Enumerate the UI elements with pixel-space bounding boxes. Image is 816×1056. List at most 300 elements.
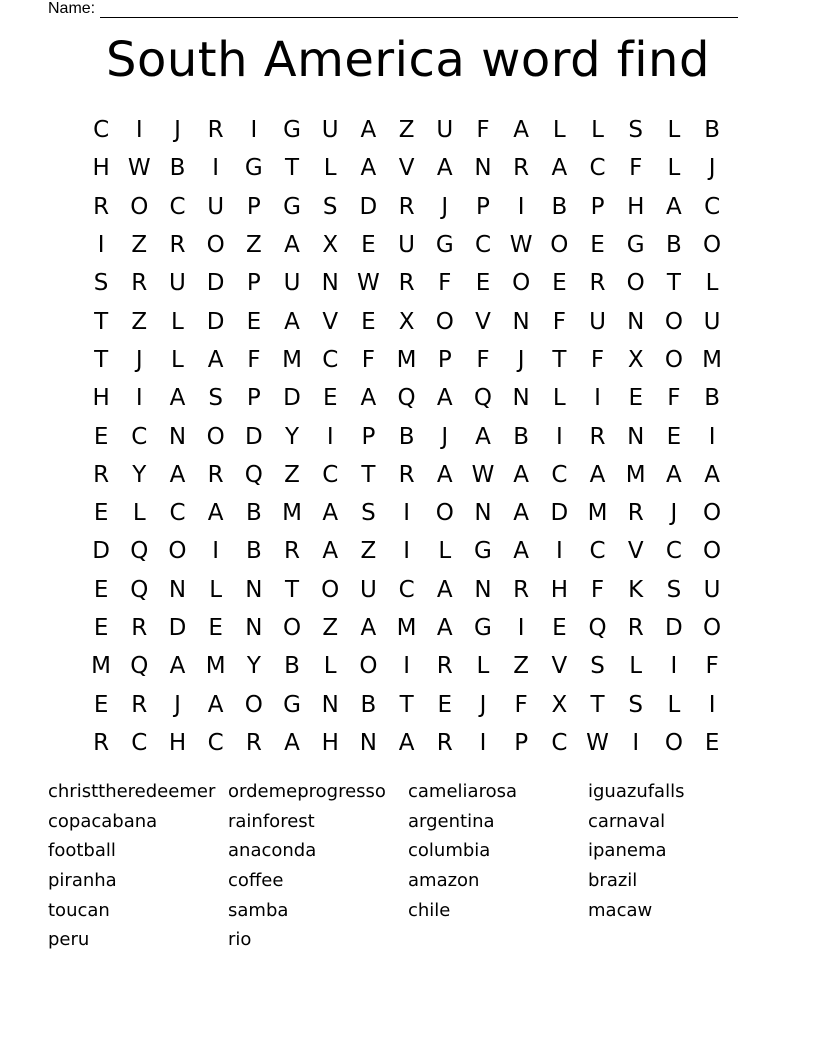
grid-cell[interactable]: O: [626, 270, 645, 297]
grid-cell[interactable]: E: [628, 385, 643, 412]
grid-cell[interactable]: R: [398, 461, 415, 488]
grid-cell[interactable]: A: [284, 232, 300, 259]
grid-cell[interactable]: S: [93, 270, 109, 297]
grid-cell[interactable]: V: [475, 308, 491, 335]
grid-cell[interactable]: A: [360, 615, 377, 641]
grid-cell[interactable]: A: [666, 193, 682, 220]
grid-cell[interactable]: K: [628, 576, 644, 603]
grid-cell[interactable]: S: [361, 500, 376, 527]
grid-cell[interactable]: O: [435, 500, 454, 527]
grid-cell[interactable]: G: [435, 232, 454, 259]
grid-cell[interactable]: F: [667, 385, 681, 412]
grid-cell[interactable]: L: [171, 346, 184, 373]
grid-cell[interactable]: D: [92, 538, 110, 565]
grid-cell[interactable]: F: [552, 308, 566, 335]
grid-cell[interactable]: N: [321, 691, 339, 718]
grid-cell[interactable]: L: [209, 576, 223, 603]
grid-cell[interactable]: L: [132, 500, 146, 527]
grid-cell[interactable]: F: [438, 270, 452, 297]
grid-cell[interactable]: R: [398, 193, 415, 220]
word-list-item: iguazufalls: [588, 781, 685, 802]
grid-cell[interactable]: I: [212, 155, 220, 182]
grid-cell[interactable]: W: [357, 270, 380, 297]
grid-cell[interactable]: F: [590, 346, 605, 373]
grid-cell[interactable]: C: [551, 461, 568, 488]
grid-cell[interactable]: X: [398, 308, 415, 335]
grid-cell[interactable]: N: [245, 576, 263, 603]
grid-cell[interactable]: O: [664, 729, 683, 756]
grid-cell[interactable]: I: [555, 423, 563, 450]
grid-cell[interactable]: T: [552, 346, 567, 373]
grid-cell[interactable]: M: [587, 500, 608, 527]
grid-cell[interactable]: C: [589, 155, 606, 182]
grid-cell[interactable]: I: [250, 117, 258, 144]
grid-cell[interactable]: D: [359, 193, 378, 220]
grid-cell[interactable]: L: [552, 385, 566, 412]
grid-cell[interactable]: A: [169, 385, 186, 412]
grid-cell[interactable]: J: [174, 117, 181, 144]
grid-cell[interactable]: C: [589, 538, 606, 565]
grid-cell[interactable]: C: [474, 232, 491, 259]
grid-cell[interactable]: L: [438, 538, 452, 565]
grid-cell[interactable]: L: [171, 308, 184, 335]
grid-cell[interactable]: T: [399, 691, 414, 718]
grid-cell[interactable]: F: [476, 117, 490, 144]
grid-cell[interactable]: N: [512, 385, 530, 412]
grid-cell[interactable]: T: [361, 461, 376, 488]
grid-cell[interactable]: A: [513, 538, 530, 565]
grid-cell[interactable]: X: [551, 691, 568, 718]
grid-cell[interactable]: G: [474, 538, 492, 565]
grid-cell[interactable]: B: [704, 385, 720, 412]
grid-cell[interactable]: I: [708, 423, 716, 450]
word-list-item: rainforest: [228, 810, 315, 832]
grid-cell[interactable]: R: [207, 117, 224, 144]
grid-cell[interactable]: U: [703, 576, 721, 603]
grid-cell[interactable]: G: [283, 117, 301, 144]
grid-cell[interactable]: L: [667, 117, 681, 144]
grid-cell[interactable]: T: [285, 155, 300, 182]
grid-cell[interactable]: Z: [322, 615, 339, 641]
grid-cell[interactable]: P: [246, 270, 261, 297]
grid-cell[interactable]: A: [398, 729, 415, 756]
grid-cell[interactable]: Q: [397, 385, 416, 412]
grid-cell[interactable]: W: [471, 461, 495, 488]
grid-cell[interactable]: N: [474, 155, 492, 182]
grid-cell[interactable]: Q: [473, 385, 493, 412]
grid-cell[interactable]: F: [476, 346, 490, 373]
grid-cell[interactable]: Z: [131, 232, 148, 259]
grid-cell[interactable]: O: [282, 615, 302, 641]
grid-cell[interactable]: A: [666, 461, 682, 488]
letter-grid: [82, 111, 731, 762]
grid-cell[interactable]: Q: [130, 538, 149, 565]
grid-cell[interactable]: F: [705, 653, 719, 680]
grid-cell[interactable]: H: [550, 576, 568, 603]
grid-cell[interactable]: N: [512, 308, 530, 335]
grid-cell[interactable]: H: [168, 729, 187, 756]
grid-cell[interactable]: L: [323, 155, 337, 182]
grid-cell[interactable]: Y: [246, 653, 261, 680]
grid-cell[interactable]: J: [174, 691, 181, 718]
grid-cell[interactable]: D: [206, 270, 225, 297]
grid-cell[interactable]: C: [322, 461, 339, 488]
grid-cell[interactable]: I: [479, 729, 487, 756]
grid-cell[interactable]: U: [703, 308, 721, 335]
grid-cell[interactable]: E: [437, 691, 453, 718]
grid-cell[interactable]: S: [322, 193, 338, 220]
grid-cell[interactable]: U: [207, 193, 225, 220]
grid-cell[interactable]: M: [205, 653, 226, 680]
word-list-item: macaw: [588, 899, 653, 921]
grid-cell[interactable]: R: [436, 653, 453, 680]
grid-cell[interactable]: P: [246, 385, 261, 412]
grid-cell[interactable]: C: [169, 193, 186, 220]
grid-cell[interactable]: E: [322, 385, 338, 412]
grid-cell[interactable]: A: [322, 500, 339, 527]
grid-cell[interactable]: A: [436, 576, 453, 603]
grid-cell[interactable]: I: [403, 500, 410, 527]
grid-cell[interactable]: L: [591, 117, 604, 144]
grid-cell[interactable]: A: [475, 423, 491, 450]
grid-cell[interactable]: Y: [285, 423, 300, 450]
grid-cell[interactable]: M: [396, 615, 417, 641]
grid-cell[interactable]: G: [283, 691, 301, 718]
name-line[interactable]: [100, 2, 738, 18]
grid-cell[interactable]: E: [552, 615, 567, 641]
grid-cell[interactable]: B: [360, 691, 377, 718]
grid-cell[interactable]: E: [590, 232, 605, 259]
grid-cell[interactable]: R: [589, 270, 606, 297]
word-list-item: copacabana: [48, 810, 158, 832]
grid-cell[interactable]: U: [398, 232, 416, 259]
grid-cell[interactable]: L: [476, 653, 490, 680]
grid-cell[interactable]: V: [322, 308, 339, 335]
name-field[interactable]: [48, 0, 738, 18]
grid-cell[interactable]: R: [245, 729, 262, 756]
grid-cell[interactable]: C: [322, 346, 339, 373]
grid-cell[interactable]: E: [93, 576, 109, 603]
name-label: Name:: [48, 0, 96, 17]
grid-cell[interactable]: B: [551, 193, 568, 220]
grid-cell[interactable]: D: [206, 308, 225, 335]
grid-cell[interactable]: R: [93, 193, 110, 220]
grid-cell[interactable]: H: [92, 385, 110, 412]
grid-cell[interactable]: T: [666, 270, 681, 297]
grid-cell[interactable]: A: [513, 500, 530, 527]
grid-cell[interactable]: I: [517, 615, 525, 641]
grid-cell[interactable]: O: [359, 653, 378, 680]
grid-cell[interactable]: E: [246, 308, 262, 335]
grid-cell[interactable]: G: [283, 193, 301, 220]
grid-cell[interactable]: A: [207, 691, 224, 718]
grid-cell[interactable]: O: [321, 576, 340, 603]
grid-cell[interactable]: U: [359, 576, 377, 603]
grid-cell[interactable]: V: [627, 538, 644, 565]
grid-cell[interactable]: Z: [131, 308, 148, 335]
grid-cell[interactable]: N: [168, 576, 187, 603]
grid-cell[interactable]: E: [475, 270, 491, 297]
grid-cell[interactable]: A: [704, 461, 720, 488]
grid-cell[interactable]: X: [322, 232, 339, 259]
grid-cell[interactable]: Z: [398, 117, 415, 144]
grid-cell[interactable]: I: [632, 729, 640, 756]
grid-cell[interactable]: Z: [513, 653, 530, 680]
grid-cell[interactable]: F: [361, 346, 376, 373]
grid-cell[interactable]: B: [169, 155, 186, 182]
grid-cell[interactable]: V: [398, 155, 415, 182]
grid-cell[interactable]: S: [628, 691, 644, 718]
grid-cell[interactable]: J: [135, 346, 143, 373]
grid-cell[interactable]: E: [93, 615, 109, 641]
grid-cell[interactable]: E: [208, 615, 223, 641]
grid-cell[interactable]: R: [93, 461, 110, 488]
grid-cell[interactable]: C: [131, 423, 148, 450]
grid-cell[interactable]: B: [666, 232, 682, 259]
grid-cell[interactable]: N: [474, 500, 492, 527]
grid-cell[interactable]: C: [169, 500, 186, 527]
grid-cell[interactable]: I: [670, 653, 678, 680]
grid-cell[interactable]: Q: [130, 576, 149, 603]
grid-cell[interactable]: A: [551, 155, 568, 182]
word-list-item: columbia: [408, 840, 491, 862]
grid-cell[interactable]: H: [321, 729, 339, 756]
grid-cell[interactable]: R: [131, 691, 148, 718]
grid-cell[interactable]: C: [131, 729, 148, 756]
grid-cell[interactable]: N: [627, 308, 645, 335]
grid-cell[interactable]: L: [705, 270, 719, 297]
grid-cell[interactable]: A: [360, 385, 377, 412]
grid-cell[interactable]: I: [555, 538, 563, 565]
grid-cell[interactable]: B: [398, 423, 415, 450]
grid-cell[interactable]: C: [551, 729, 568, 756]
grid-cell[interactable]: A: [207, 500, 224, 527]
grid-cell[interactable]: R: [169, 232, 186, 259]
grid-cell[interactable]: I: [517, 193, 525, 220]
grid-cell[interactable]: A: [360, 155, 377, 182]
grid-cell[interactable]: T: [590, 691, 605, 718]
grid-cell[interactable]: R: [93, 729, 110, 756]
grid-cell[interactable]: A: [513, 461, 530, 488]
grid-cell[interactable]: R: [207, 461, 224, 488]
grid-cell[interactable]: Q: [244, 461, 263, 488]
grid-cell[interactable]: C: [665, 538, 682, 565]
grid-cell[interactable]: I: [708, 691, 716, 718]
grid-cell[interactable]: U: [589, 308, 606, 335]
grid-cell[interactable]: P: [246, 193, 261, 220]
grid-cell[interactable]: U: [169, 270, 186, 297]
grid-cell[interactable]: S: [666, 576, 682, 603]
grid-cell[interactable]: G: [626, 232, 645, 259]
word-list-item: rio: [228, 929, 252, 951]
grid-cell[interactable]: N: [168, 423, 187, 450]
grid-cell[interactable]: R: [513, 155, 530, 182]
grid-cell[interactable]: L: [323, 653, 337, 680]
grid-cell[interactable]: A: [284, 308, 300, 335]
grid-cell[interactable]: W: [586, 729, 609, 756]
grid-cell[interactable]: U: [321, 117, 339, 144]
grid-cell[interactable]: M: [396, 346, 417, 373]
grid-cell[interactable]: M: [625, 461, 646, 488]
grid-cell[interactable]: R: [627, 500, 644, 527]
grid-cell[interactable]: F: [629, 155, 643, 182]
grid-cell[interactable]: P: [476, 193, 490, 220]
grid-cell[interactable]: M: [282, 346, 302, 373]
grid-cell[interactable]: N: [627, 423, 645, 450]
grid-cell[interactable]: A: [284, 729, 300, 756]
grid-cell[interactable]: T: [94, 346, 109, 373]
grid-cell[interactable]: O: [703, 500, 722, 527]
grid-cell[interactable]: R: [627, 615, 644, 641]
grid-cell[interactable]: H: [92, 155, 110, 182]
grid-cell[interactable]: Z: [284, 461, 300, 488]
grid-cell[interactable]: E: [93, 423, 109, 450]
grid-cell[interactable]: C: [93, 117, 110, 144]
grid-cell[interactable]: A: [436, 615, 453, 641]
grid-cell[interactable]: G: [244, 155, 263, 182]
grid-cell[interactable]: A: [436, 461, 453, 488]
grid-cell[interactable]: H: [627, 193, 645, 220]
grid-cell[interactable]: Z: [245, 232, 262, 259]
grid-cell[interactable]: A: [360, 117, 377, 144]
grid-cell[interactable]: O: [703, 232, 722, 259]
grid-cell[interactable]: T: [285, 576, 300, 603]
grid-cell[interactable]: J: [441, 423, 449, 450]
grid-cell[interactable]: I: [135, 117, 143, 144]
grid-cell[interactable]: C: [704, 193, 721, 220]
grid-cell[interactable]: I: [326, 423, 334, 450]
grid-cell[interactable]: O: [244, 691, 263, 718]
grid-cell[interactable]: J: [670, 500, 678, 527]
grid-cell[interactable]: F: [514, 691, 528, 718]
grid-cell[interactable]: L: [667, 691, 681, 718]
grid-cell[interactable]: E: [93, 691, 109, 718]
grid-cell[interactable]: W: [509, 232, 533, 259]
grid-cell[interactable]: R: [589, 423, 606, 450]
grid-cell[interactable]: J: [708, 155, 716, 182]
grid-cell[interactable]: E: [704, 729, 720, 756]
grid-cell[interactable]: N: [474, 576, 492, 603]
grid-cell[interactable]: A: [169, 461, 186, 488]
grid-cell[interactable]: T: [94, 308, 109, 335]
grid-cell[interactable]: A: [322, 538, 339, 565]
grid-cell[interactable]: M: [702, 346, 723, 373]
grid-cell[interactable]: P: [514, 729, 529, 756]
grid-cell[interactable]: P: [590, 193, 605, 220]
grid-cell[interactable]: O: [703, 538, 722, 565]
grid-cell[interactable]: B: [245, 500, 262, 527]
grid-cell[interactable]: D: [283, 385, 301, 412]
grid-cell[interactable]: D: [168, 615, 187, 641]
grid-cell[interactable]: O: [512, 270, 531, 297]
grid-cell[interactable]: I: [97, 232, 105, 259]
grid-cell[interactable]: W: [127, 155, 151, 182]
grid-cell[interactable]: R: [284, 538, 301, 565]
grid-cell[interactable]: I: [594, 385, 601, 412]
grid-cell[interactable]: Z: [360, 538, 377, 565]
grid-cell[interactable]: A: [589, 461, 606, 488]
grid-cell[interactable]: C: [207, 729, 224, 756]
grid-cell[interactable]: C: [398, 576, 415, 603]
grid-cell[interactable]: R: [398, 270, 415, 297]
grid-cell[interactable]: J: [517, 346, 525, 373]
grid-cell[interactable]: D: [244, 423, 263, 450]
grid-cell[interactable]: P: [437, 346, 452, 373]
grid-cell[interactable]: F: [247, 346, 261, 373]
grid-cell[interactable]: B: [704, 117, 720, 144]
grid-cell[interactable]: L: [667, 155, 681, 182]
grid-cell[interactable]: R: [131, 615, 148, 641]
grid-cell[interactable]: J: [479, 691, 487, 718]
grid-cell[interactable]: L: [629, 653, 643, 680]
grid-cell[interactable]: G: [474, 615, 492, 641]
grid-cell[interactable]: R: [513, 576, 530, 603]
grid-cell[interactable]: O: [550, 232, 569, 259]
grid-cell[interactable]: D: [665, 615, 683, 641]
grid-cell[interactable]: O: [703, 615, 722, 641]
grid-cell[interactable]: I: [135, 385, 143, 412]
grid-cell[interactable]: S: [208, 385, 223, 412]
grid-cell[interactable]: I: [212, 538, 220, 565]
grid-cell[interactable]: Q: [130, 653, 149, 680]
grid-cell[interactable]: O: [206, 232, 225, 259]
grid-cell[interactable]: R: [436, 729, 453, 756]
grid-cell[interactable]: A: [513, 117, 530, 144]
grid-cell[interactable]: M: [282, 500, 302, 527]
grid-cell[interactable]: O: [168, 538, 187, 565]
grid-cell[interactable]: E: [93, 500, 109, 527]
grid-cell[interactable]: A: [436, 385, 453, 412]
grid-cell[interactable]: E: [361, 308, 376, 335]
grid-cell[interactable]: N: [359, 729, 378, 756]
grid-cell[interactable]: B: [513, 423, 530, 450]
grid-cell[interactable]: E: [666, 423, 682, 450]
grid-cell[interactable]: A: [169, 653, 186, 680]
grid-cell[interactable]: O: [664, 346, 683, 373]
grid-cell[interactable]: P: [361, 423, 376, 450]
grid-cell[interactable]: I: [403, 653, 410, 680]
grid-cell[interactable]: E: [552, 270, 567, 297]
grid-cell[interactable]: O: [130, 193, 149, 220]
grid-cell[interactable]: E: [361, 232, 376, 259]
grid-cell[interactable]: U: [436, 117, 454, 144]
grid-cell[interactable]: N: [245, 615, 263, 641]
grid-cell[interactable]: Q: [588, 615, 607, 641]
grid-cell[interactable]: S: [628, 117, 644, 144]
grid-cell[interactable]: M: [91, 653, 112, 680]
grid-cell[interactable]: O: [435, 308, 454, 335]
grid-cell[interactable]: V: [551, 653, 568, 680]
grid-cell[interactable]: D: [550, 500, 569, 527]
grid-cell[interactable]: S: [590, 653, 605, 680]
grid-cell[interactable]: B: [284, 653, 300, 680]
grid-cell[interactable]: A: [436, 155, 453, 182]
grid-cell[interactable]: O: [664, 308, 683, 335]
grid-cell[interactable]: I: [403, 538, 410, 565]
grid-cell[interactable]: R: [131, 270, 148, 297]
grid-cell[interactable]: O: [206, 423, 225, 450]
word-list-item: ordemeprogresso: [228, 781, 386, 802]
grid-cell[interactable]: B: [245, 538, 262, 565]
grid-cell[interactable]: J: [441, 193, 449, 220]
grid-cell[interactable]: Y: [132, 461, 147, 488]
grid-cell[interactable]: L: [552, 117, 566, 144]
grid-cell[interactable]: F: [590, 576, 605, 603]
grid-cell[interactable]: X: [627, 346, 644, 373]
grid-cell[interactable]: A: [207, 346, 224, 373]
grid-cell[interactable]: U: [283, 270, 301, 297]
grid-cell[interactable]: N: [321, 270, 339, 297]
